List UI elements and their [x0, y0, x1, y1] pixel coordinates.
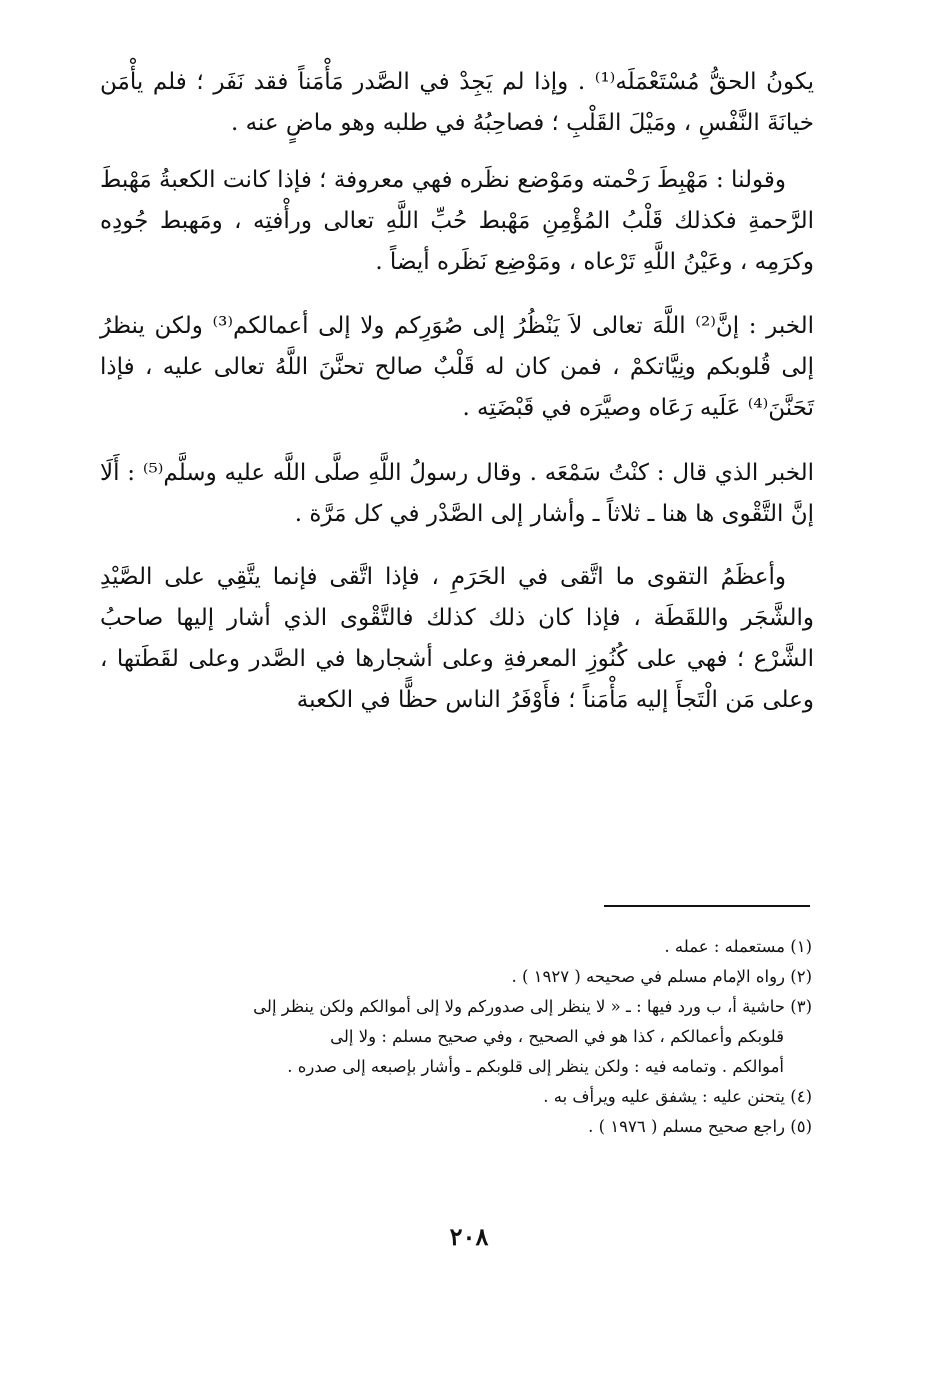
footnote-4: (٤) يتحنن عليه : يشفق عليه ويرأف به .	[543, 1087, 812, 1106]
paragraph-1: يكونُ الحقُّ مُسْتَعْمَلَه⁽¹⁾ . وإذا لم يَجِدْ في الصَّدر مَأْمَناً فقد نَفَر ؛ فلم يأْمَن خيانَةَ النَّفْسِ ، ومَيْلَ القَلْبِ ؛ فصاحِبُهُ في طلبه وهو ماضٍ عنه .	[100, 69, 814, 136]
page-number: ٢٠٨	[449, 1222, 489, 1251]
footnote-1: (١) مستعمله : عمله .	[664, 937, 812, 956]
paragraph-4: الخبر الذي قال : كنْتُ سَمْعَه . وقال رسولُ اللَّهِ صلَّى اللَّه عليه وسلَّم⁽⁵⁾ : أَلَا إنَّ التَّقْوى ها هنا ـ ثلاثاً ـ وأشار إلى الصَّدْر في كل مَرَّة .	[100, 460, 814, 527]
footnotes	[110, 932, 812, 1142]
footnote-3: (٣) حاشية أ، ب ورد فيها : ـ « لا ينظر إلى صدوركم ولا إلى أموالكم ولكن ينظر إلى	[253, 997, 812, 1016]
footnote-5: (٥) راجع صحيح مسلم ( ١٩٧٦ ) .	[588, 1117, 812, 1136]
footnote-2: (٢) رواه الإمام مسلم في صحيحه ( ١٩٢٧ ) .	[511, 967, 812, 986]
main-text	[100, 62, 814, 721]
footnote-3-end: أموالكم . وتمامه فيه : ولكن ينظر إلى قلوبكم ـ وأشار بإصبعه إلى صدره .	[287, 1057, 784, 1076]
paragraph-2: وقولنا : مَهْبِطَ رَحْمته ومَوْضع نظَره فهي معروفة ؛ فإذا كانت الكعبةُ مَهْبطَ الرَّحمةِ فكذلك قَلْبُ المُؤْمِنِ مَهْبط حُبِّ اللَّهِ تعالى ورأْفتِه ، ومَهبط جُودِه وكرَمِه ، وعَيْنُ اللَّهِ تَرْعاه ، ومَوْضِع نَظَره أيضاً .	[100, 167, 814, 275]
paragraph-5: وأعظَمُ التقوى ما اتَّقى في الحَرَمِ ، فإذا اتَّقى فإنما يتَّقِي على الصَّيْدِ والشَّجَر واللقَطَة ، فإذا كان ذلك كذلك فالتَّقْوى الذي أشار إليها صاحبُ الشَّرْع ؛ فهي على كُنُوزِ المعرفةِ وعلى أشجارها في الصَّدر وعلى لقَطَتها ، وعلى مَن الْتَجأَ إليه مَأْمَناً ؛ فأَوْفَرُ الناس حظًّا في الكعبة	[100, 564, 814, 713]
footnote-3-continued: قلوبكم وأعمالكم ، كذا هو في الصحيح ، وفي صحيح مسلم : ولا إلى	[330, 1027, 784, 1046]
paragraph-3: الخبر : إنَّ⁽²⁾ اللَّهَ تعالى لاَ يَنْظُرُ إلى صُوَرِكم ولا إلى أعمالكم⁽³⁾ ولكن ينظرُ إلى قُلوبكم ونِيَّاتكمْ ، فمن كان له قَلْبٌ صالح تحنَّنَ اللَّهُ تعالى عليه ، فإذا تَحَنَّنَ⁽⁴⁾ عَلَيه رَعَاه وصيَّرَه في قَبْضَتِه .	[100, 313, 814, 421]
footnote-divider	[604, 905, 810, 907]
